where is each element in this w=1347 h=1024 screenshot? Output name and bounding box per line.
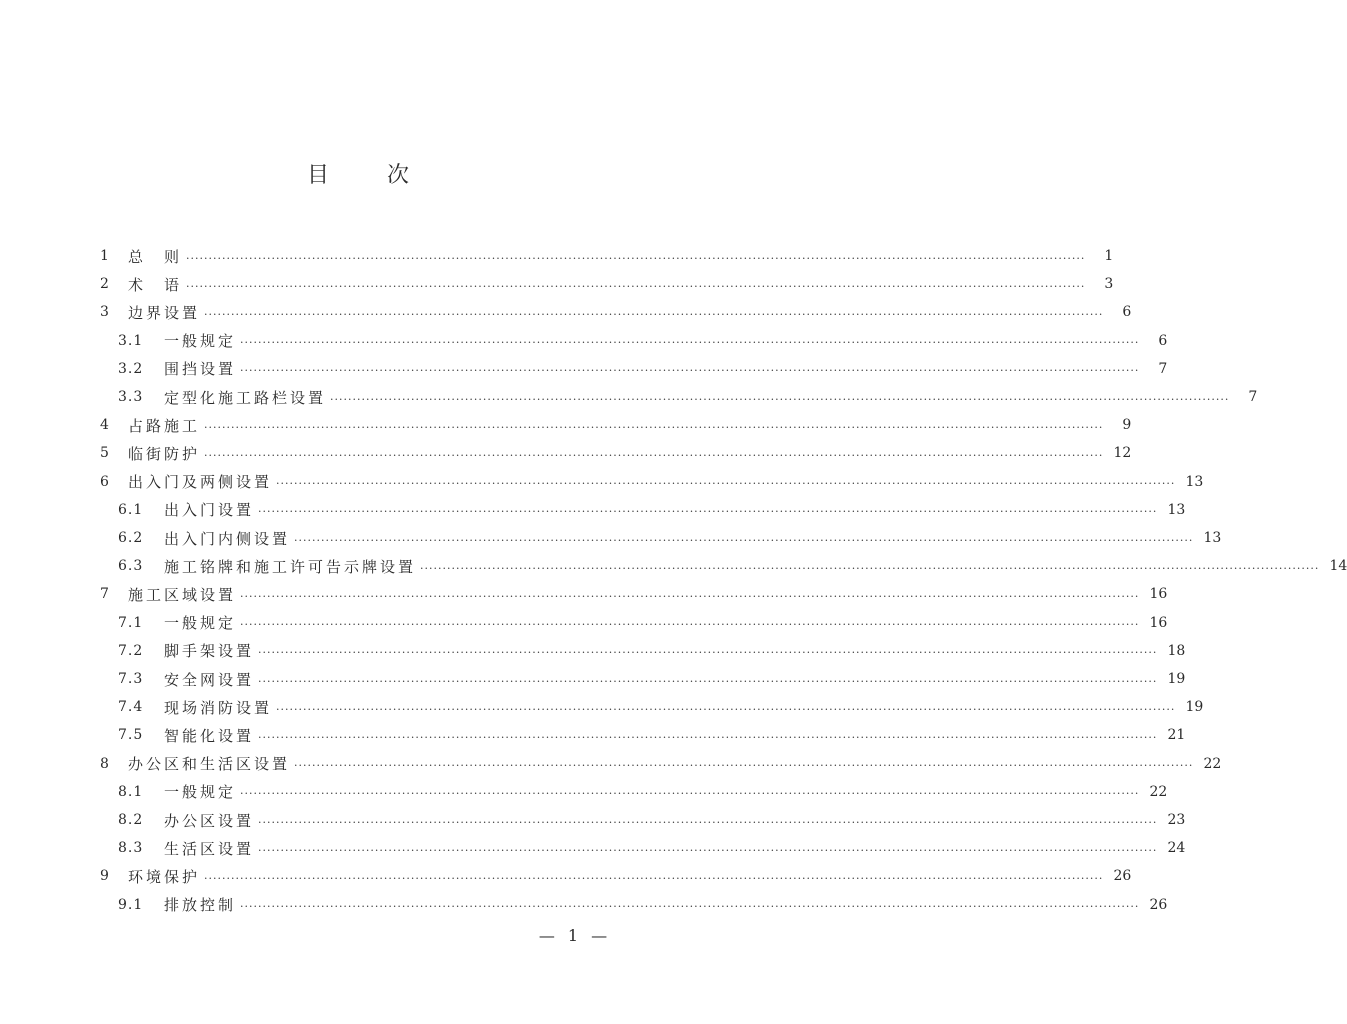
toc-dot-leader: ········································································································································································································ bbox=[330, 392, 1230, 406]
toc-entry-number: 7.1 bbox=[118, 614, 144, 631]
toc-entry[interactable] bbox=[118, 383, 1258, 411]
toc-entry[interactable] bbox=[118, 637, 1186, 665]
toc-entry-number: 8.3 bbox=[118, 840, 144, 857]
toc-entry-number: 3 bbox=[100, 304, 110, 321]
toc-entry[interactable] bbox=[118, 721, 1186, 749]
toc-entry-title: 施工区域设置 bbox=[128, 585, 237, 604]
toc-dot-leader: ········································································································································································································ bbox=[258, 730, 1158, 744]
toc-entry-title: 出入门设置 bbox=[164, 501, 255, 520]
toc-dot-leader: ········································································································································································································ bbox=[186, 279, 1086, 293]
page-title: 目 次 bbox=[306, 163, 427, 188]
toc-entry-page: 24 bbox=[1167, 840, 1186, 857]
toc-entry-title: 施工铭牌和施工许可告示牌设置 bbox=[164, 557, 417, 576]
toc-dot-leader: ········································································································································································································ bbox=[420, 561, 1320, 575]
toc-dot-leader: ········································································································································································································ bbox=[276, 477, 1176, 491]
toc-entry[interactable] bbox=[118, 609, 1168, 637]
toc-entry-page: 19 bbox=[1167, 671, 1186, 687]
toc-entry-number: 6.2 bbox=[118, 530, 144, 546]
toc-entry-number: 3.3 bbox=[118, 389, 144, 405]
toc-entry-page: 14 bbox=[1329, 558, 1347, 575]
toc-entry-number: 6 bbox=[100, 473, 110, 490]
toc-dot-leader: ········································································································································································································ bbox=[294, 533, 1194, 547]
toc-entry-page: 13 bbox=[1203, 530, 1222, 546]
toc-dot-leader: ········································································································································································································ bbox=[258, 815, 1158, 829]
toc-entry[interactable] bbox=[118, 327, 1168, 355]
toc-entry-title: 生活区设置 bbox=[164, 839, 255, 858]
toc-entry-title: 环境保护 bbox=[128, 867, 201, 886]
toc-entry-number: 8 bbox=[100, 755, 110, 772]
toc-entry-page: 26 bbox=[1149, 896, 1168, 913]
toc-dot-leader: ········································································································································································································ bbox=[204, 448, 1104, 462]
toc-entry-number: 7.4 bbox=[118, 699, 144, 716]
toc-dot-leader: ········································································································································································································ bbox=[240, 336, 1140, 350]
toc-entry-number: 5 bbox=[100, 445, 110, 462]
toc-dot-leader: ········································································································································································································ bbox=[240, 618, 1140, 632]
toc-entry-page: 1 bbox=[1104, 248, 1114, 264]
toc-entry[interactable] bbox=[100, 750, 1222, 778]
toc-entry[interactable] bbox=[100, 468, 1204, 496]
toc-entry-number: 8.2 bbox=[118, 812, 144, 828]
toc-entry[interactable] bbox=[118, 891, 1168, 919]
toc-entry-number: 3.1 bbox=[118, 332, 144, 349]
toc-entry-page: 19 bbox=[1185, 699, 1204, 716]
toc-entry-page: 16 bbox=[1149, 614, 1168, 631]
toc-dot-leader: ········································································································································································································ bbox=[186, 251, 1086, 265]
toc-entry-title: 一般规定 bbox=[164, 783, 237, 802]
toc-entry-title: 出入门内侧设置 bbox=[164, 529, 291, 548]
toc-entry[interactable] bbox=[100, 439, 1132, 467]
toc-entry-page: 23 bbox=[1167, 812, 1186, 828]
toc-entry-number: 1 bbox=[100, 248, 110, 264]
toc-entry[interactable] bbox=[118, 496, 1186, 524]
toc-entry-page: 9 bbox=[1122, 417, 1132, 434]
toc-entry-title: 临街防护 bbox=[128, 444, 201, 463]
toc-dot-leader: ········································································································································································································ bbox=[258, 646, 1158, 660]
toc-dot-leader: ········································································································································································································ bbox=[294, 759, 1194, 773]
toc-entry[interactable] bbox=[118, 834, 1186, 862]
toc-dot-leader: ········································································································································································································ bbox=[240, 589, 1140, 603]
toc-entry-number: 7.5 bbox=[118, 727, 144, 744]
toc-entry-title: 办公区设置 bbox=[164, 811, 255, 830]
toc-dot-leader: ········································································································································································································ bbox=[258, 674, 1158, 688]
toc-entry-page: 6 bbox=[1158, 332, 1168, 349]
toc-entry[interactable] bbox=[118, 693, 1204, 721]
toc-entry[interactable] bbox=[100, 411, 1132, 439]
toc-dot-leader: ········································································································································································································ bbox=[240, 900, 1140, 914]
toc-entry-title: 脚手架设置 bbox=[164, 642, 255, 661]
toc-entry[interactable] bbox=[118, 355, 1168, 383]
toc-dot-leader: ········································································································································································································ bbox=[276, 702, 1176, 716]
toc-entry-title: 一般规定 bbox=[164, 614, 237, 633]
toc-entry-number: 4 bbox=[100, 417, 110, 434]
toc-entry-title: 边界设置 bbox=[128, 303, 201, 322]
toc-entry[interactable] bbox=[100, 862, 1132, 890]
toc-dot-leader: ········································································································································································································ bbox=[258, 505, 1158, 519]
toc-entry-page: 16 bbox=[1149, 586, 1168, 603]
toc-entry-number: 6.3 bbox=[118, 558, 144, 575]
toc-entry-number: 8.1 bbox=[118, 783, 144, 800]
toc-dot-leader: ········································································································································································································ bbox=[240, 364, 1140, 378]
toc-entry-title: 智能化设置 bbox=[164, 726, 255, 745]
toc-entry-title: 安全网设置 bbox=[164, 670, 255, 689]
toc-entry[interactable] bbox=[118, 778, 1168, 806]
toc-entry-page: 7 bbox=[1248, 389, 1258, 405]
toc-entry-page: 22 bbox=[1149, 783, 1168, 800]
toc-entry-page: 21 bbox=[1167, 727, 1186, 744]
toc-entry-title: 排放控制 bbox=[164, 896, 237, 915]
toc-entry-page: 12 bbox=[1113, 445, 1132, 462]
toc-entry-number: 3.2 bbox=[118, 360, 144, 377]
toc-entry[interactable] bbox=[118, 524, 1222, 552]
toc-entry-page: 6 bbox=[1122, 304, 1132, 321]
toc-entry-number: 7.3 bbox=[118, 671, 144, 687]
toc-entry-number: 7 bbox=[100, 586, 110, 603]
toc-entry-title: 一般规定 bbox=[164, 332, 237, 351]
toc-entry-number: 9 bbox=[100, 868, 110, 885]
toc-entry-title: 出入门及两侧设置 bbox=[128, 473, 273, 492]
toc-entry[interactable] bbox=[118, 665, 1186, 693]
toc-entry[interactable] bbox=[118, 552, 1347, 580]
toc-entry-page: 26 bbox=[1113, 868, 1132, 885]
toc-entry[interactable] bbox=[100, 580, 1168, 608]
toc-entry-page: 13 bbox=[1185, 473, 1204, 490]
toc-dot-leader: ········································································································································································································ bbox=[240, 787, 1140, 801]
toc-entry-title: 占路施工 bbox=[128, 416, 201, 435]
toc-entry-number: 9.1 bbox=[118, 896, 144, 913]
toc-dot-leader: ········································································································································································································ bbox=[258, 843, 1158, 857]
toc-entry-title: 术 语 bbox=[128, 275, 183, 294]
toc-entry-title: 围挡设置 bbox=[164, 360, 237, 379]
toc-entry-title: 办公区和生活区设置 bbox=[128, 755, 291, 774]
toc-dot-leader: ········································································································································································································ bbox=[204, 307, 1104, 321]
toc-entry[interactable] bbox=[100, 298, 1132, 326]
toc-entry-page: 7 bbox=[1158, 360, 1168, 377]
toc-entry-title: 总 则 bbox=[128, 247, 183, 266]
toc-entry-page: 18 bbox=[1167, 642, 1186, 659]
toc-entry-title: 现场消防设置 bbox=[164, 698, 273, 717]
page-number-footer: — 1 — bbox=[538, 926, 612, 945]
toc-entry-title: 定型化施工路栏设置 bbox=[164, 388, 327, 407]
toc-entry-page: 22 bbox=[1203, 755, 1222, 772]
toc-entry-page: 13 bbox=[1167, 501, 1186, 518]
toc-entry-number: 7.2 bbox=[118, 642, 144, 659]
toc-dot-leader: ········································································································································································································ bbox=[204, 871, 1104, 885]
toc-entry[interactable] bbox=[100, 242, 1114, 270]
toc-entry[interactable] bbox=[118, 806, 1186, 834]
toc-dot-leader: ········································································································································································································ bbox=[204, 420, 1104, 434]
toc-entry-page: 3 bbox=[1104, 276, 1114, 293]
toc-entry-number: 2 bbox=[100, 276, 110, 293]
toc-entry-number: 6.1 bbox=[118, 501, 144, 518]
toc-entry[interactable] bbox=[100, 270, 1114, 298]
